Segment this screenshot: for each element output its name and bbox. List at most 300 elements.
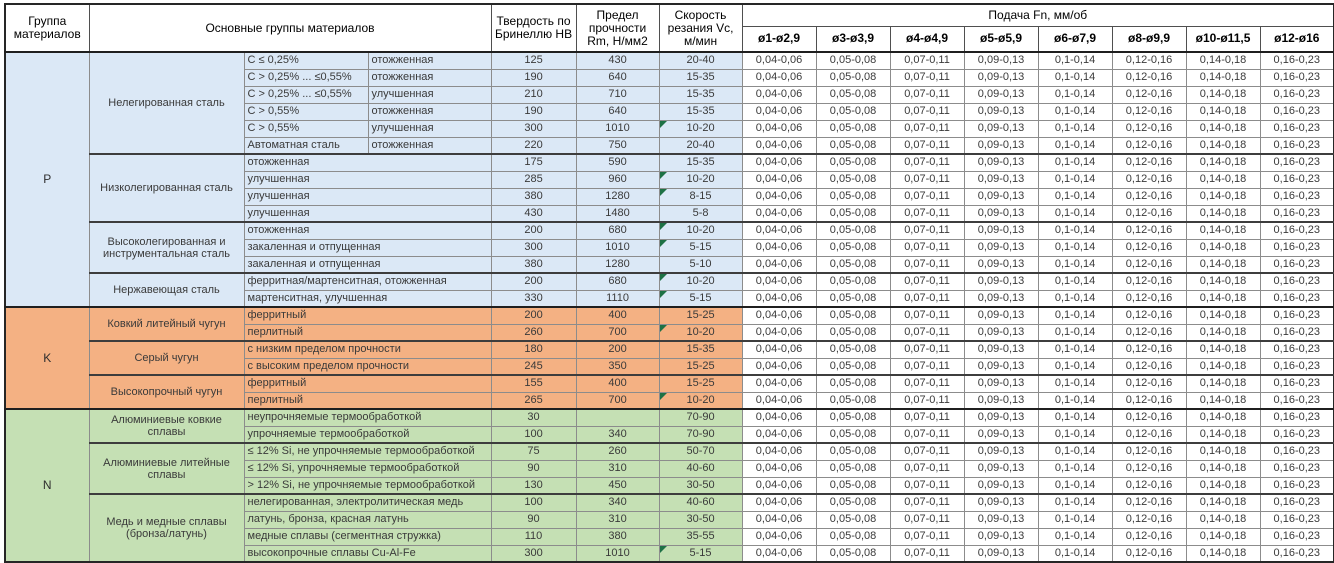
feed-value-cell: 0,16-0,23 (1260, 392, 1334, 409)
feed-value-cell: 0,07-0,11 (890, 545, 964, 562)
feed-value-cell: 0,16-0,23 (1260, 460, 1334, 477)
feed-value-cell: 0,1-0,14 (1038, 511, 1112, 528)
rm-value-cell: 1010 (576, 545, 659, 562)
material-desc-cell: ферритная/мартенситная, отожженная (244, 273, 491, 290)
feed-value-cell: 0,09-0,13 (964, 137, 1038, 154)
rm-value-cell: 680 (576, 222, 659, 239)
material-desc-cell: улучшенная (368, 120, 491, 137)
error-flag-icon (660, 546, 667, 553)
rm-value-cell: 400 (576, 307, 659, 324)
material-desc-cell: с низким пределом прочности (244, 341, 491, 358)
material-desc-cell: отожженная (368, 137, 491, 154)
feed-value-cell: 0,1-0,14 (1038, 52, 1112, 69)
rm-value-cell: 640 (576, 103, 659, 120)
rm-value-cell: 680 (576, 273, 659, 290)
feed-value-cell: 0,05-0,08 (816, 290, 890, 307)
material-desc-cell: медные сплавы (сегментная стружка) (244, 528, 491, 545)
feed-value-cell: 0,04-0,06 (742, 273, 816, 290)
feed-value-cell: 0,07-0,11 (890, 290, 964, 307)
feed-value-cell: 0,12-0,16 (1112, 511, 1186, 528)
feed-value-cell: 0,1-0,14 (1038, 154, 1112, 171)
hb-value-cell: 75 (491, 443, 576, 460)
hb-value-cell: 300 (491, 120, 576, 137)
feed-value-cell: 0,16-0,23 (1260, 154, 1334, 171)
feed-value-cell: 0,16-0,23 (1260, 426, 1334, 443)
vc-value-cell: 70-90 (659, 426, 742, 443)
feed-value-cell: 0,16-0,23 (1260, 137, 1334, 154)
feed-value-cell: 0,07-0,11 (890, 86, 964, 103)
vc-value-cell: 15-35 (659, 69, 742, 86)
feed-value-cell: 0,1-0,14 (1038, 443, 1112, 460)
feed-diameter-header: ø12-ø16 (1260, 26, 1334, 52)
feed-diameter-header: ø3-ø3,9 (816, 26, 890, 52)
feed-value-cell: 0,04-0,06 (742, 103, 816, 120)
material-desc-cell: > 12% Si, не упрочняемые термообработкой (244, 477, 491, 494)
feed-value-cell: 0,04-0,06 (742, 154, 816, 171)
feed-value-cell: 0,09-0,13 (964, 69, 1038, 86)
feed-value-cell: 0,12-0,16 (1112, 409, 1186, 426)
feed-value-cell: 0,12-0,16 (1112, 222, 1186, 239)
feed-value-cell: 0,05-0,08 (816, 256, 890, 273)
feed-value-cell: 0,04-0,06 (742, 409, 816, 426)
feed-value-cell: 0,09-0,13 (964, 239, 1038, 256)
vc-value-cell: 15-25 (659, 307, 742, 324)
material-group-letter: K (5, 307, 89, 409)
feed-value-cell: 0,07-0,11 (890, 137, 964, 154)
hb-value-cell: 300 (491, 239, 576, 256)
material-desc-cell: ≤ 12% Si, упрочняемые термообработкой (244, 460, 491, 477)
rm-value-cell: 750 (576, 137, 659, 154)
material-desc-cell: отожженная (368, 103, 491, 120)
error-flag-icon (660, 223, 667, 230)
feed-value-cell: 0,09-0,13 (964, 154, 1038, 171)
feed-diameter-header: ø5-ø5,9 (964, 26, 1038, 52)
feed-value-cell: 0,1-0,14 (1038, 188, 1112, 205)
hb-value-cell: 220 (491, 137, 576, 154)
rm-value-cell: 1280 (576, 188, 659, 205)
feed-value-cell: 0,12-0,16 (1112, 171, 1186, 188)
hb-value-cell: 200 (491, 307, 576, 324)
feed-value-cell: 0,05-0,08 (816, 52, 890, 69)
rm-value-cell: 340 (576, 494, 659, 511)
feed-value-cell: 0,04-0,06 (742, 341, 816, 358)
hb-value-cell: 110 (491, 528, 576, 545)
rm-value-cell: 710 (576, 86, 659, 103)
feed-value-cell: 0,16-0,23 (1260, 52, 1334, 69)
cutting-data-table (4, 3, 1334, 563)
feed-value-cell: 0,07-0,11 (890, 392, 964, 409)
feed-value-cell: 0,05-0,08 (816, 171, 890, 188)
feed-value-cell: 0,09-0,13 (964, 273, 1038, 290)
feed-value-cell: 0,04-0,06 (742, 137, 816, 154)
rm-value-cell: 260 (576, 443, 659, 460)
feed-value-cell: 0,05-0,08 (816, 426, 890, 443)
feed-value-cell: 0,09-0,13 (964, 545, 1038, 562)
feed-value-cell: 0,14-0,18 (1186, 69, 1260, 86)
feed-value-cell: 0,07-0,11 (890, 273, 964, 290)
rm-value-cell: 1010 (576, 239, 659, 256)
feed-value-cell: 0,12-0,16 (1112, 103, 1186, 120)
table-row (5, 222, 1334, 239)
hb-value-cell: 30 (491, 409, 576, 426)
feed-value-cell: 0,07-0,11 (890, 494, 964, 511)
hb-value-cell: 265 (491, 392, 576, 409)
feed-value-cell: 0,05-0,08 (816, 273, 890, 290)
error-flag-icon (660, 240, 667, 247)
feed-value-cell: 0,09-0,13 (964, 171, 1038, 188)
feed-value-cell: 0,05-0,08 (816, 477, 890, 494)
feed-value-cell: 0,12-0,16 (1112, 375, 1186, 392)
vc-value-cell: 15-35 (659, 341, 742, 358)
hb-value-cell: 300 (491, 545, 576, 562)
feed-value-cell: 0,07-0,11 (890, 52, 964, 69)
rm-value-cell: 960 (576, 171, 659, 188)
feed-value-cell: 0,12-0,16 (1112, 205, 1186, 222)
feed-value-cell: 0,04-0,06 (742, 443, 816, 460)
feed-value-cell: 0,05-0,08 (816, 86, 890, 103)
material-desc-cell: высокопрочные сплавы Cu-Al-Fe (244, 545, 491, 562)
header-feed: Подача Fn, мм/об (742, 4, 1334, 26)
vc-value-cell: 10-20 (659, 324, 742, 341)
feed-value-cell: 0,07-0,11 (890, 239, 964, 256)
material-desc-cell: неупрочняемые термообработкой (244, 409, 491, 426)
material-desc-cell: отожженная (368, 69, 491, 86)
feed-value-cell: 0,09-0,13 (964, 392, 1038, 409)
feed-value-cell: 0,16-0,23 (1260, 171, 1334, 188)
feed-value-cell: 0,07-0,11 (890, 222, 964, 239)
feed-value-cell: 0,12-0,16 (1112, 341, 1186, 358)
feed-value-cell: 0,04-0,06 (742, 52, 816, 69)
feed-value-cell: 0,1-0,14 (1038, 392, 1112, 409)
table-row (5, 154, 1334, 171)
feed-value-cell: 0,05-0,08 (816, 137, 890, 154)
vc-value-cell: 15-35 (659, 154, 742, 171)
error-flag-icon (660, 325, 667, 332)
hb-value-cell: 190 (491, 69, 576, 86)
feed-value-cell: 0,1-0,14 (1038, 375, 1112, 392)
feed-value-cell: 0,09-0,13 (964, 86, 1038, 103)
header-material-group: Группа материалов (5, 4, 89, 52)
feed-value-cell: 0,14-0,18 (1186, 494, 1260, 511)
feed-value-cell: 0,14-0,18 (1186, 392, 1260, 409)
rm-value-cell: 700 (576, 392, 659, 409)
feed-value-cell: 0,07-0,11 (890, 341, 964, 358)
feed-value-cell: 0,09-0,13 (964, 103, 1038, 120)
material-desc-cell: ферритный (244, 307, 491, 324)
feed-value-cell: 0,14-0,18 (1186, 460, 1260, 477)
feed-value-cell: 0,16-0,23 (1260, 511, 1334, 528)
feed-value-cell: 0,07-0,11 (890, 426, 964, 443)
hb-value-cell: 155 (491, 375, 576, 392)
feed-value-cell: 0,12-0,16 (1112, 426, 1186, 443)
feed-value-cell: 0,07-0,11 (890, 171, 964, 188)
vc-value-cell: 20-40 (659, 137, 742, 154)
feed-value-cell: 0,14-0,18 (1186, 511, 1260, 528)
vc-value-cell: 15-35 (659, 86, 742, 103)
feed-value-cell: 0,07-0,11 (890, 103, 964, 120)
feed-value-cell: 0,05-0,08 (816, 375, 890, 392)
feed-value-cell: 0,07-0,11 (890, 409, 964, 426)
vc-value-cell: 5-15 (659, 239, 742, 256)
feed-value-cell: 0,1-0,14 (1038, 137, 1112, 154)
feed-value-cell: 0,09-0,13 (964, 324, 1038, 341)
feed-value-cell: 0,14-0,18 (1186, 273, 1260, 290)
feed-value-cell: 0,1-0,14 (1038, 528, 1112, 545)
feed-value-cell: 0,09-0,13 (964, 307, 1038, 324)
feed-value-cell: 0,07-0,11 (890, 460, 964, 477)
feed-value-cell: 0,14-0,18 (1186, 103, 1260, 120)
feed-value-cell: 0,04-0,06 (742, 290, 816, 307)
table-row (5, 409, 1334, 426)
vc-value-cell: 10-20 (659, 120, 742, 137)
feed-value-cell: 0,04-0,06 (742, 188, 816, 205)
feed-value-cell: 0,16-0,23 (1260, 69, 1334, 86)
feed-value-cell: 0,05-0,08 (816, 545, 890, 562)
feed-value-cell: 0,1-0,14 (1038, 358, 1112, 375)
feed-value-cell: 0,05-0,08 (816, 409, 890, 426)
feed-value-cell: 0,07-0,11 (890, 307, 964, 324)
feed-value-cell: 0,04-0,06 (742, 545, 816, 562)
feed-value-cell: 0,04-0,06 (742, 511, 816, 528)
hb-value-cell: 380 (491, 256, 576, 273)
feed-value-cell: 0,04-0,06 (742, 307, 816, 324)
feed-value-cell: 0,09-0,13 (964, 341, 1038, 358)
hb-value-cell: 100 (491, 426, 576, 443)
feed-value-cell: 0,1-0,14 (1038, 477, 1112, 494)
vc-value-cell: 5-8 (659, 205, 742, 222)
feed-value-cell: 0,16-0,23 (1260, 256, 1334, 273)
feed-value-cell: 0,12-0,16 (1112, 494, 1186, 511)
vc-value-cell: 15-25 (659, 358, 742, 375)
feed-value-cell: 0,14-0,18 (1186, 528, 1260, 545)
feed-value-cell: 0,05-0,08 (816, 120, 890, 137)
error-flag-icon (660, 274, 667, 281)
material-group-letter: P (5, 52, 89, 307)
hb-value-cell: 175 (491, 154, 576, 171)
feed-value-cell: 0,16-0,23 (1260, 239, 1334, 256)
rm-value-cell: 200 (576, 341, 659, 358)
error-flag-icon (660, 189, 667, 196)
material-desc-cell: Автоматная сталь (244, 137, 368, 154)
feed-value-cell: 0,05-0,08 (816, 103, 890, 120)
feed-value-cell: 0,04-0,06 (742, 477, 816, 494)
feed-value-cell: 0,14-0,18 (1186, 52, 1260, 69)
feed-value-cell: 0,14-0,18 (1186, 154, 1260, 171)
material-group-letter: N (5, 409, 89, 562)
feed-value-cell: 0,12-0,16 (1112, 443, 1186, 460)
feed-value-cell: 0,14-0,18 (1186, 222, 1260, 239)
feed-diameter-header: ø8-ø9,9 (1112, 26, 1186, 52)
feed-value-cell: 0,07-0,11 (890, 443, 964, 460)
feed-value-cell: 0,07-0,11 (890, 69, 964, 86)
header-tensile-strength: Предел прочности Rm, Н/мм2 (576, 4, 659, 52)
hb-value-cell: 260 (491, 324, 576, 341)
hb-value-cell: 210 (491, 86, 576, 103)
vc-value-cell: 15-25 (659, 375, 742, 392)
hb-value-cell: 130 (491, 477, 576, 494)
feed-value-cell: 0,16-0,23 (1260, 409, 1334, 426)
table-row (5, 307, 1334, 324)
feed-value-cell: 0,12-0,16 (1112, 137, 1186, 154)
feed-value-cell: 0,07-0,11 (890, 375, 964, 392)
feed-value-cell: 0,1-0,14 (1038, 103, 1112, 120)
feed-value-cell: 0,1-0,14 (1038, 290, 1112, 307)
feed-value-cell: 0,14-0,18 (1186, 307, 1260, 324)
feed-value-cell: 0,14-0,18 (1186, 137, 1260, 154)
table-row (5, 273, 1334, 290)
material-desc-cell: перлитный (244, 392, 491, 409)
feed-value-cell: 0,1-0,14 (1038, 86, 1112, 103)
feed-value-cell: 0,05-0,08 (816, 494, 890, 511)
rm-value-cell: 1110 (576, 290, 659, 307)
subgroup-name-cell: Высокопрочный чугун (89, 375, 244, 409)
material-desc-cell: C > 0,25% ... ≤0,55% (244, 86, 368, 103)
material-desc-cell: отожженная (244, 154, 491, 171)
rm-value-cell: 590 (576, 154, 659, 171)
vc-value-cell: 70-90 (659, 409, 742, 426)
table-row (5, 375, 1334, 392)
feed-value-cell: 0,09-0,13 (964, 528, 1038, 545)
feed-value-cell: 0,07-0,11 (890, 154, 964, 171)
subgroup-name-cell: Медь и медные сплавы (бронза/латунь) (89, 494, 244, 562)
feed-value-cell: 0,16-0,23 (1260, 477, 1334, 494)
feed-value-cell: 0,12-0,16 (1112, 154, 1186, 171)
feed-value-cell: 0,12-0,16 (1112, 120, 1186, 137)
feed-value-cell: 0,14-0,18 (1186, 443, 1260, 460)
feed-value-cell: 0,1-0,14 (1038, 409, 1112, 426)
header-main-material-groups: Основные группы материалов (89, 4, 491, 52)
feed-value-cell: 0,14-0,18 (1186, 188, 1260, 205)
feed-value-cell: 0,1-0,14 (1038, 460, 1112, 477)
header-cutting-speed: Скорость резания Vc, м/мин (659, 4, 742, 52)
feed-value-cell: 0,1-0,14 (1038, 426, 1112, 443)
feed-value-cell: 0,04-0,06 (742, 528, 816, 545)
table-row (5, 52, 1334, 69)
table-row (5, 494, 1334, 511)
feed-value-cell: 0,1-0,14 (1038, 494, 1112, 511)
table-row (5, 341, 1334, 358)
rm-value-cell: 640 (576, 69, 659, 86)
feed-value-cell: 0,09-0,13 (964, 222, 1038, 239)
feed-value-cell: 0,14-0,18 (1186, 375, 1260, 392)
feed-value-cell: 0,09-0,13 (964, 52, 1038, 69)
hb-value-cell: 190 (491, 103, 576, 120)
material-desc-cell: закаленная и отпущенная (244, 256, 491, 273)
feed-value-cell: 0,14-0,18 (1186, 171, 1260, 188)
feed-value-cell: 0,14-0,18 (1186, 120, 1260, 137)
feed-value-cell: 0,16-0,23 (1260, 273, 1334, 290)
feed-value-cell: 0,1-0,14 (1038, 256, 1112, 273)
rm-value-cell: 1480 (576, 205, 659, 222)
error-flag-icon (660, 291, 667, 298)
feed-value-cell: 0,16-0,23 (1260, 86, 1334, 103)
feed-value-cell: 0,1-0,14 (1038, 341, 1112, 358)
vc-value-cell: 10-20 (659, 171, 742, 188)
feed-value-cell: 0,05-0,08 (816, 341, 890, 358)
header-brinell-hardness: Твердость по Бринеллю HB (491, 4, 576, 52)
feed-value-cell: 0,05-0,08 (816, 358, 890, 375)
feed-value-cell: 0,09-0,13 (964, 477, 1038, 494)
feed-value-cell: 0,05-0,08 (816, 460, 890, 477)
material-desc-cell: C ≤ 0,25% (244, 52, 368, 69)
feed-value-cell: 0,1-0,14 (1038, 273, 1112, 290)
feed-value-cell: 0,04-0,06 (742, 256, 816, 273)
feed-value-cell: 0,1-0,14 (1038, 69, 1112, 86)
feed-value-cell: 0,09-0,13 (964, 494, 1038, 511)
feed-value-cell: 0,14-0,18 (1186, 358, 1260, 375)
feed-value-cell: 0,12-0,16 (1112, 307, 1186, 324)
hb-value-cell: 200 (491, 273, 576, 290)
feed-value-cell: 0,05-0,08 (816, 443, 890, 460)
feed-value-cell: 0,1-0,14 (1038, 239, 1112, 256)
feed-value-cell: 0,07-0,11 (890, 188, 964, 205)
material-desc-cell: закаленная и отпущенная (244, 239, 491, 256)
rm-value-cell: 310 (576, 460, 659, 477)
subgroup-name-cell: Нелегированная сталь (89, 52, 244, 154)
feed-value-cell: 0,16-0,23 (1260, 222, 1334, 239)
feed-value-cell: 0,04-0,06 (742, 86, 816, 103)
material-desc-cell: C > 0,55% (244, 120, 368, 137)
feed-value-cell: 0,05-0,08 (816, 324, 890, 341)
feed-value-cell: 0,07-0,11 (890, 358, 964, 375)
hb-value-cell: 380 (491, 188, 576, 205)
rm-value-cell: 310 (576, 511, 659, 528)
vc-value-cell: 40-60 (659, 494, 742, 511)
subgroup-name-cell: Алюминиевые ковкие сплавы (89, 409, 244, 443)
feed-value-cell: 0,1-0,14 (1038, 171, 1112, 188)
vc-value-cell: 35-55 (659, 528, 742, 545)
rm-value-cell: 380 (576, 528, 659, 545)
material-desc-cell: улучшенная (244, 205, 491, 222)
feed-value-cell: 0,16-0,23 (1260, 290, 1334, 307)
feed-value-cell: 0,16-0,23 (1260, 188, 1334, 205)
material-desc-cell: ферритный (244, 375, 491, 392)
feed-value-cell: 0,05-0,08 (816, 307, 890, 324)
feed-value-cell: 0,16-0,23 (1260, 341, 1334, 358)
hb-value-cell: 430 (491, 205, 576, 222)
feed-value-cell: 0,07-0,11 (890, 528, 964, 545)
hb-value-cell: 200 (491, 222, 576, 239)
feed-value-cell: 0,16-0,23 (1260, 545, 1334, 562)
feed-value-cell: 0,12-0,16 (1112, 477, 1186, 494)
error-flag-icon (660, 121, 667, 128)
rm-value-cell: 350 (576, 358, 659, 375)
vc-value-cell: 8-15 (659, 188, 742, 205)
subgroup-name-cell: Алюминиевые литейные сплавы (89, 443, 244, 494)
feed-value-cell: 0,14-0,18 (1186, 324, 1260, 341)
feed-value-cell: 0,09-0,13 (964, 443, 1038, 460)
feed-value-cell: 0,07-0,11 (890, 120, 964, 137)
error-flag-icon (660, 393, 667, 400)
hb-value-cell: 125 (491, 52, 576, 69)
feed-value-cell: 0,09-0,13 (964, 460, 1038, 477)
subgroup-name-cell: Ковкий литейный чугун (89, 307, 244, 341)
feed-value-cell: 0,04-0,06 (742, 392, 816, 409)
feed-diameter-header: ø4-ø4,9 (890, 26, 964, 52)
feed-value-cell: 0,14-0,18 (1186, 409, 1260, 426)
feed-value-cell: 0,09-0,13 (964, 375, 1038, 392)
material-desc-cell: нелегированная, электролитическая медь (244, 494, 491, 511)
feed-value-cell: 0,12-0,16 (1112, 69, 1186, 86)
material-desc-cell: улучшенная (368, 86, 491, 103)
rm-value-cell: 340 (576, 426, 659, 443)
feed-value-cell: 0,04-0,06 (742, 205, 816, 222)
feed-value-cell: 0,09-0,13 (964, 511, 1038, 528)
feed-value-cell: 0,12-0,16 (1112, 358, 1186, 375)
feed-value-cell: 0,05-0,08 (816, 69, 890, 86)
material-desc-cell: латунь, бронза, красная латунь (244, 511, 491, 528)
feed-value-cell: 0,16-0,23 (1260, 103, 1334, 120)
